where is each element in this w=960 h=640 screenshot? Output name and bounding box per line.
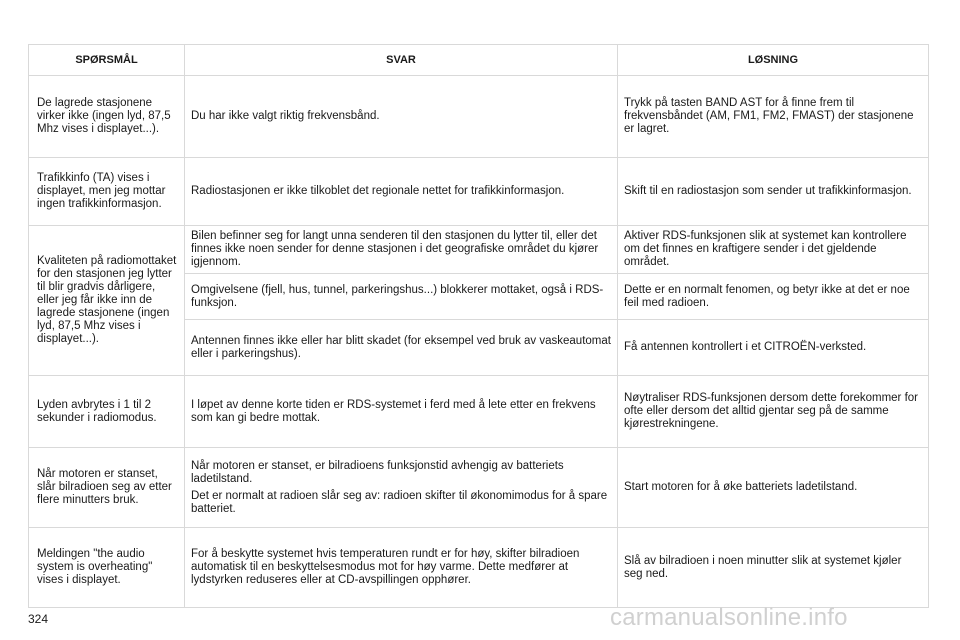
- answer-text: Det er normalt at radioen slår seg av: radioen skifter til økonomimodus for å spare batteriet.: [191, 489, 608, 515]
- page-number: 324: [28, 612, 49, 626]
- table-row: [29, 376, 929, 448]
- table-row: [29, 158, 929, 226]
- solution-cell: Start motoren for å øke batteriets ladetilstand.: [618, 448, 929, 528]
- solution-cell: Nøytraliser RDS-funksjonen dersom dette forekommer for ofte eller dersom det alltid gjentar seg på de samme kjørestrekningene.: [618, 376, 929, 448]
- question-cell: De lagrede stasjonene virker ikke (ingen lyd, 87,5 Mhz vises i displayet...).: [29, 76, 185, 158]
- faq-table: [28, 44, 929, 608]
- solution-cell: Få antennen kontrollert i et CITROËN-verksted.: [618, 320, 929, 376]
- answer-cell: [185, 158, 618, 226]
- question-cell: Når motoren er stanset, slår bilradioen seg av etter flere minutters bruk.: [29, 448, 185, 528]
- question-cell: Meldingen "the audio system is overheating" vises i displayet.: [29, 528, 185, 608]
- solution-cell: Dette er en normalt fenomen, og betyr ikke at det er noe feil med radioen.: [618, 274, 929, 320]
- answer-text: For å beskytte systemet hvis temperaturen rundt er for høy, skifter bilradioen automatisk til en beskyttelsesmodus mot for høy varme. Dette medfører at lydstyrken reduseres eller at CD-avspillingen opphører.: [191, 548, 580, 586]
- answer-cell: [185, 274, 618, 320]
- solution-cell: Aktiver RDS-funksjonen slik at systemet kan kontrollere om det finnes en kraftigere sender i det gjeldende området.: [618, 226, 929, 274]
- table-row: [29, 76, 929, 158]
- table-row: [29, 226, 929, 274]
- header-question: SPØRSMÅL: [29, 45, 185, 76]
- solution-cell: Trykk på tasten BAND AST for å finne frem til frekvensbåndet (AM, FM1, FM2, FMAST) der stasjonene er lagret.: [618, 76, 929, 158]
- answer-text: I løpet av denne korte tiden er RDS-systemet i ferd med å lete etter en frekvens som kan gi bedre mottak.: [191, 398, 596, 424]
- answer-cell: [185, 76, 618, 158]
- header-solution: LØSNING: [618, 45, 929, 76]
- answer-text: Omgivelsene (fjell, hus, tunnel, parkeringshus...) blokkerer mottaket, også i RDS-funksjon.: [191, 283, 604, 309]
- table-row: [29, 528, 929, 608]
- solution-cell: Slå av bilradioen i noen minutter slik at systemet kjøler seg ned.: [618, 528, 929, 608]
- answer-text: Antennen finnes ikke eller har blitt skadet (for eksempel ved bruk av vaskeautomat eller i parkeringshus).: [191, 334, 611, 360]
- answer-cell: [185, 528, 618, 608]
- header-answer: SVAR: [185, 45, 618, 76]
- answer-text: Når motoren er stanset, er bilradioens funksjonstid avhengig av batteriets ladetilstand.: [191, 459, 564, 485]
- table-row: [29, 448, 929, 528]
- question-cell: Kvaliteten på radiomottaket for den stasjonen jeg lytter til blir gradvis dårligere, eller jeg får ikke inn de lagrede stasjonene (ingen lyd, 87,5 Mhz vises i displayet...).: [29, 226, 185, 376]
- answer-cell: [185, 320, 618, 376]
- answer-text: Bilen befinner seg for langt unna senderen til den stasjonen du lytter til, eller det finnes ikke noen sender for denne stasjonen i det geografiske området du kjører igjennom.: [191, 230, 599, 268]
- answer-text: Du har ikke valgt riktig frekvensbånd.: [191, 110, 380, 122]
- answer-cell: [185, 376, 618, 448]
- answer-cell: [185, 226, 618, 274]
- watermark-text: carmanualsonline.info: [610, 604, 848, 631]
- solution-cell: Skift til en radiostasjon som sender ut trafikkinformasjon.: [618, 158, 929, 226]
- question-cell: Trafikkinfo (TA) vises i displayet, men jeg mottar ingen trafikkinformasjon.: [29, 158, 185, 226]
- table-header-row: [29, 45, 929, 76]
- question-cell: Lyden avbrytes i 1 til 2 sekunder i radiomodus.: [29, 376, 185, 448]
- answer-cell: [185, 448, 618, 528]
- answer-text: Radiostasjonen er ikke tilkoblet det regionale nettet for trafikkinformasjon.: [191, 185, 565, 197]
